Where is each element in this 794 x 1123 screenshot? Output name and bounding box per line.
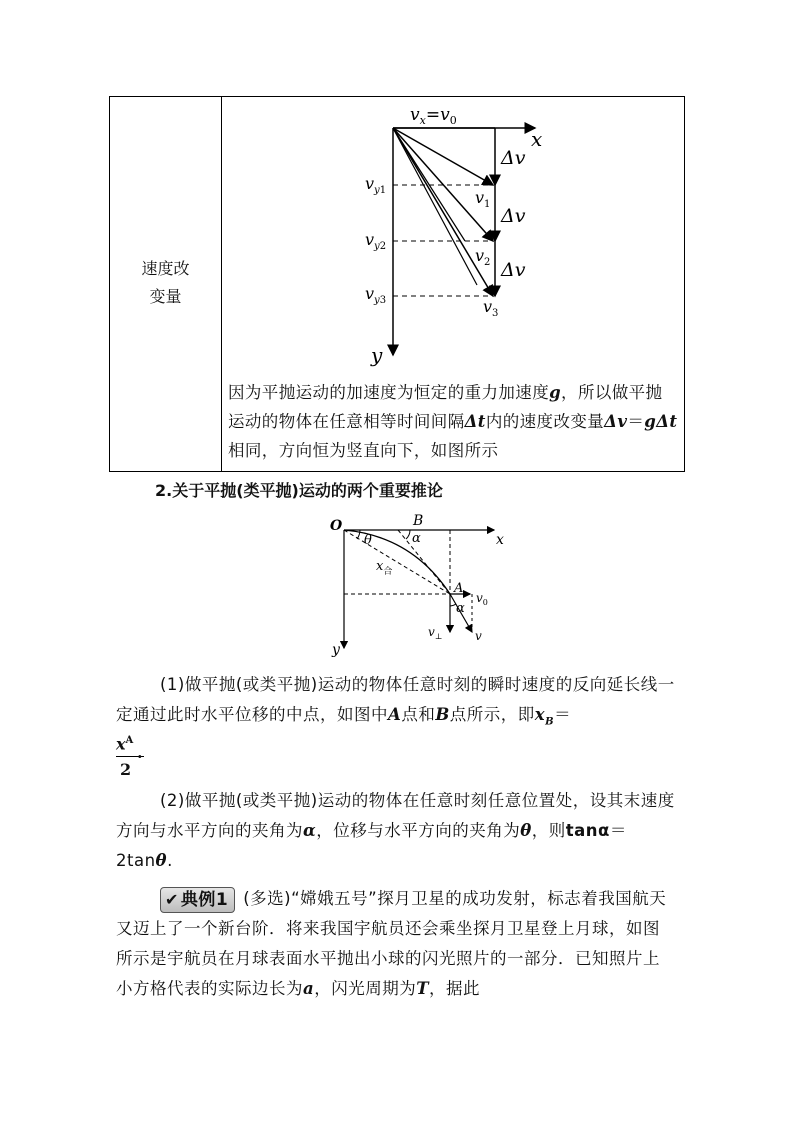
v3-vector (393, 128, 493, 296)
vy1-label: $v_y1$ (365, 174, 387, 196)
v3-label: $v_3$ (483, 297, 499, 319)
alpha-arc-top (406, 530, 410, 539)
paragraph-inference-2: (2)做平抛(或类平抛)运动的物体在任意时刻任意位置处，设其末速度方向与水平方向的夹角为α，位移与水平方向的夹角为θ，则tanα＝2tanθ. (116, 791, 675, 870)
origin-label: O (330, 518, 343, 534)
A-label: A (454, 581, 464, 596)
delta-v-label-3: Δv (501, 259, 526, 281)
example-paragraph: ✔ 典例1 (多选)“嫦娥五号”探月卫星的成功发射，标志着我国航天又迈上了一个新台阶．将来我国宇航员还会乘坐探月卫星登上月球，如图所示是宇航员在月球表面水平抛出小球的闪光照片的一部分．已知照片上小方格代表的实际边长为a，闪光周期为T，据此 (116, 884, 676, 1004)
table-description: 因为平抛运动的加速度为恒定的重力加速度g，所以做平抛运动的物体在任意相等时间间隔Δt内的速度改变量Δv＝gΔt相同，方向恒为竖直向下，如图所示 (228, 383, 678, 460)
paragraph-inference-1: (1)做平抛(或类平抛)运动的物体任意时刻的瞬时速度的反向延长线一定通过此时水平位移的中点，如图中A点和B点所示，即$x_B=$ (116, 675, 675, 728)
section-title: 2.关于平抛(类平抛)运动的两个重要推论 (155, 481, 443, 500)
y-axis-label: y (371, 343, 383, 367)
v-perp-label: $v_\perp$ (428, 625, 443, 641)
v0-label: $v_0$ (476, 591, 488, 607)
check-icon: ✔ (165, 889, 179, 909)
example-badge: ✔ 典例1 (160, 887, 235, 913)
velocity-change-diagram (355, 100, 555, 370)
x-label-2: x (496, 532, 504, 548)
delta-v-label-1: Δv (501, 147, 526, 169)
vy3-label: $v_y3$ (365, 284, 387, 306)
y-label-2: y (332, 642, 340, 658)
delta-v-label-2: Δv (501, 205, 526, 227)
fraction-numerator: $x^A$ (116, 730, 144, 757)
fraction-period: . (137, 743, 143, 762)
top-v-label: $v_x=v_0$ (410, 105, 457, 127)
B-label: B (413, 513, 424, 529)
row-label-line1: 速度改 (141, 259, 190, 278)
alpha-label-bottom: α (456, 601, 465, 616)
row-label (110, 255, 221, 311)
v2-label: $v_2$ (475, 246, 491, 268)
v1-label: $v_1$ (475, 188, 491, 210)
vy2-label: $v_y2$ (365, 230, 387, 252)
table-column-divider (221, 97, 222, 471)
x-he-label: $x_合$ (376, 559, 393, 577)
v-label: v (475, 629, 482, 643)
projectile-diagram (322, 508, 512, 658)
alpha-label-top: α (412, 531, 421, 546)
fraction-denominator: 2 (120, 760, 132, 779)
x-axis-label: x (531, 127, 543, 151)
displacement-line (344, 530, 450, 594)
theta-label: θ (364, 533, 372, 548)
row-label-line2: 变量 (149, 287, 182, 306)
velocity-extension-line (398, 530, 450, 594)
